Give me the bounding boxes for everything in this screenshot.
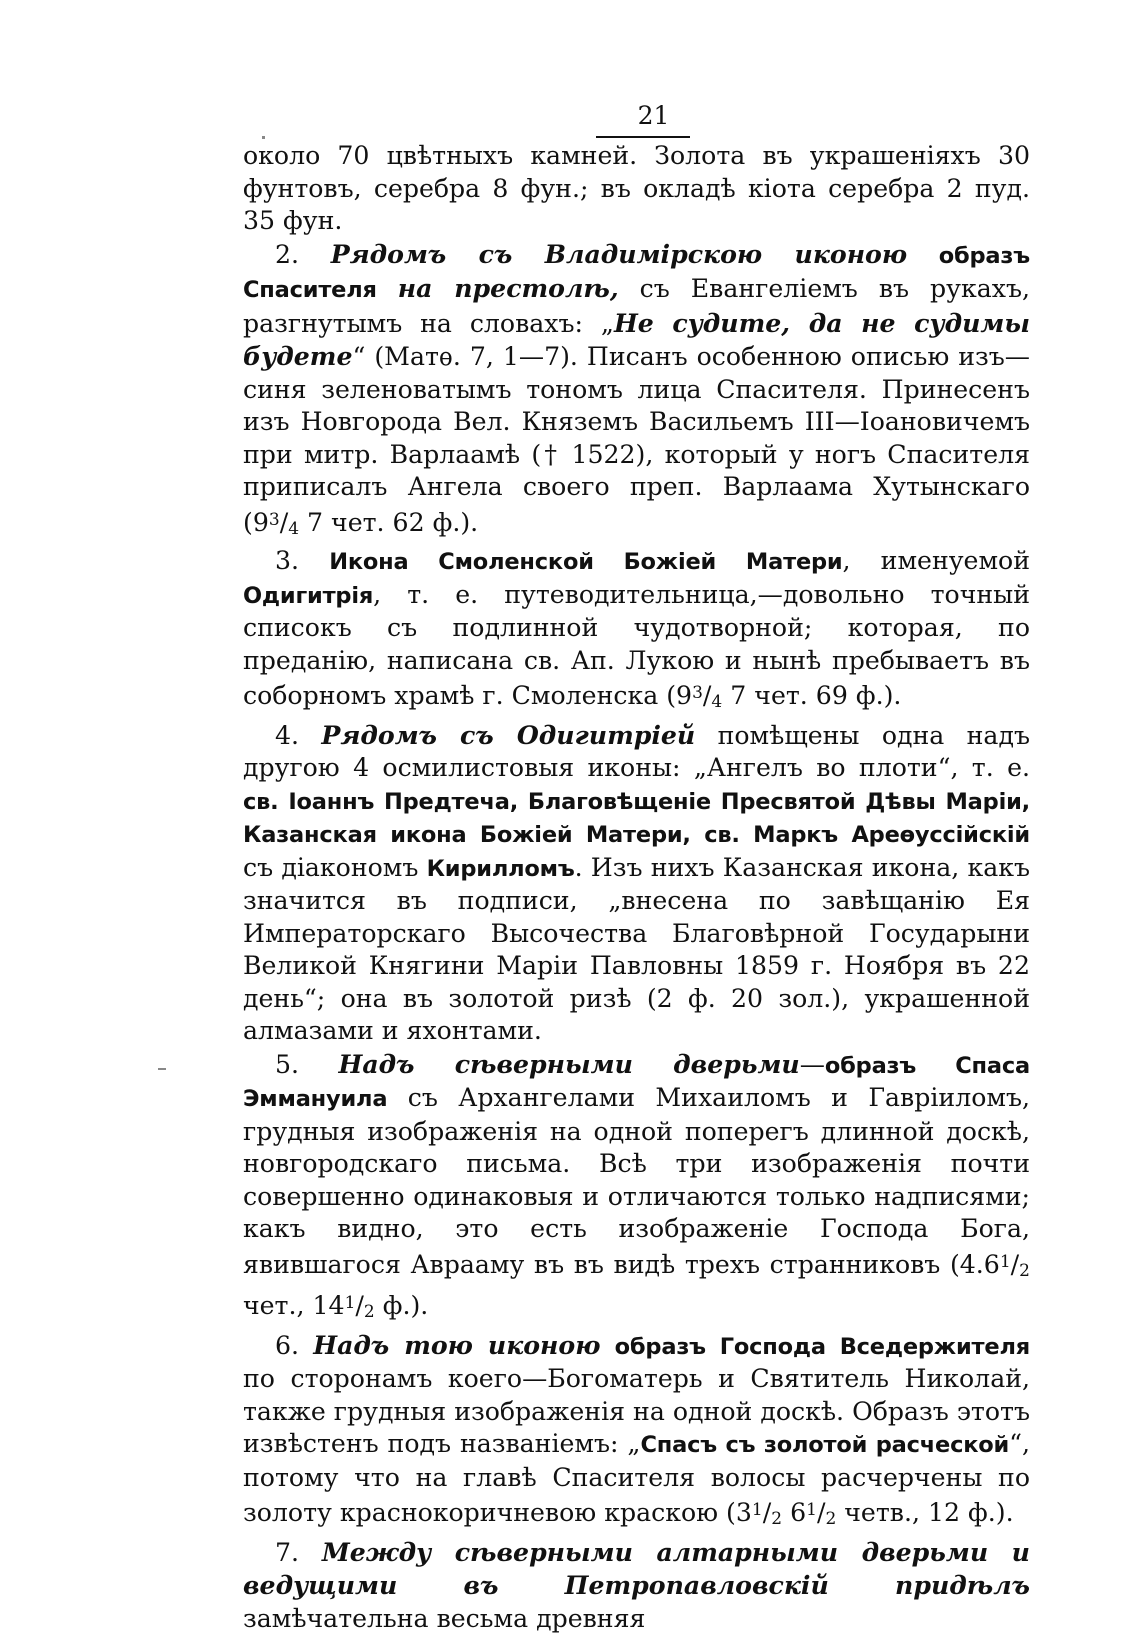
fraction-numerator: 1 <box>752 1500 763 1520</box>
text-run: четв., 12 ф.). <box>836 1498 1013 1527</box>
text-run: съ діакономъ <box>243 853 427 882</box>
italic-phrase: Надъ тою иконою <box>313 1330 600 1360</box>
paragraph-continued <box>243 140 1030 238</box>
italic-phrase: на престолѣ, <box>398 273 619 303</box>
text-run: 3. <box>275 546 329 575</box>
bold-term: св. Іоаннъ Предтеча, Благовѣщеніе Пресвятой Дѣвы Маріи, Казанская икона Божіей Матери, св. Маркъ Ареѳуссійскій <box>243 789 1030 849</box>
text-run: чет., 14 <box>243 1291 345 1320</box>
fraction-numerator: 3 <box>692 683 703 703</box>
fraction-denominator: 2 <box>364 1302 375 1322</box>
text-run: 6 <box>782 1498 806 1527</box>
italic-phrase: Рядомъ съ Одигитріей <box>321 720 695 750</box>
text-run: / <box>355 1291 364 1320</box>
page-number: 21 <box>604 100 670 132</box>
text-run: съ Архангелами Михаиломъ и Гавріиломъ, грудныя изображенія на одной поперегъ длинной доскѣ, новгородскаго письма. Всѣ три изображенія почти совершенно одинаковыя и отличаются только надписями; какъ видно, это есть изображеніе Господа Бога, явившагося Аврааму въ въ видѣ трехъ странниковъ (4.6 <box>243 1083 1030 1279</box>
fraction-denominator: 2 <box>771 1509 782 1529</box>
book-page <box>243 100 1030 1635</box>
text-run: , т. е. путеводительница,—довольно точный списокъ съ подлинной чудотворной; которая, по преданію, написана св. Ап. Лукою и нынѣ пребываетъ въ соборномъ храмѣ г. Смоленска (9 <box>243 580 1030 711</box>
text-run: . Изъ нихъ Казанская икона, какъ значится въ подписи, „внесена по завѣщанію Ея Императорскаго Высочества Благовѣрной Государыни Великой Княгини Маріи Павловны 1859 г. Ноября въ 22 день“; она въ золотой ризѣ (2 ф. 20 зол.), украшенной алмазами и яхонтами. <box>243 853 1030 1046</box>
bold-term: образъ Спасителя <box>243 243 1030 304</box>
bold-term: Спасъ съ золотой расческой <box>640 1432 1009 1458</box>
text-run: / <box>703 681 712 710</box>
text-run: около 70 цвѣтныхъ камней. Золота въ украшеніяхъ 30 фунтовъ, серебра 8 фун.; въ окладѣ кіота серебра 2 пуд. 35 фун. <box>243 141 1030 235</box>
paragraph-item-1 <box>243 238 1030 546</box>
italic-phrase: Надъ сѣверными дверьми <box>339 1049 800 1079</box>
text-run: 2. <box>275 240 331 269</box>
text-run: съ Евангеліемъ въ рукахъ, разгнутымъ на словахъ: „ <box>243 274 1030 338</box>
header-rule <box>596 136 690 138</box>
fraction-denominator: 4 <box>711 692 722 712</box>
fraction-numerator: 1 <box>1000 1252 1011 1272</box>
text-run <box>377 274 398 303</box>
page-header <box>243 100 1030 140</box>
body-text <box>243 140 1030 1635</box>
paragraph-item-5 <box>243 1329 1030 1536</box>
text-run <box>907 240 939 269</box>
bold-term: образъ Господа Вседержителя <box>615 1334 1030 1360</box>
print-speck <box>262 136 265 139</box>
text-run: 4. <box>275 721 321 750</box>
text-run: 7 чет. 62 ф.). <box>299 508 478 537</box>
text-run: ф.). <box>375 1291 429 1320</box>
paragraph-item-2 <box>243 545 1030 719</box>
text-run: 5. <box>275 1050 339 1079</box>
paragraph-item-4 <box>243 1048 1030 1329</box>
fraction-numerator: 1 <box>345 1293 356 1313</box>
text-run: 6. <box>275 1331 313 1360</box>
bold-term: Одигитрія <box>243 583 373 609</box>
text-run: — <box>800 1050 825 1079</box>
text-run <box>600 1331 614 1360</box>
text-run: 7 чет. 69 ф.). <box>722 681 901 710</box>
text-run: помѣщены одна надъ другою 4 осмилистовыя иконы: „Ангелъ во плоти“, т. е. <box>243 721 1030 783</box>
text-run: “, потому что на главѣ Спасителя волосы расчерчены по золоту краснокоричневою краскою (3 <box>243 1429 1030 1527</box>
text-run: по сторонамъ коего—Богоматерь и Святитель Николай, также грудныя изображенія на одной доскѣ. Образъ этотъ извѣстенъ подъ названіемъ: „ <box>243 1364 1030 1458</box>
italic-phrase: Между сѣверными алтарными дверьми и ведущими въ Петропавловскій придѣлъ <box>243 1537 1030 1601</box>
text-run: / <box>280 508 289 537</box>
bold-term: образъ Спаса Эммануила <box>243 1053 1030 1113</box>
paragraph-item-3 <box>243 719 1030 1048</box>
paragraph-item-6 <box>243 1536 1030 1635</box>
fraction-denominator: 2 <box>1019 1261 1030 1281</box>
fraction-numerator: 3 <box>269 510 280 530</box>
text-run: замѣчательна весьма древняя <box>243 1604 645 1633</box>
text-run: / <box>763 1498 772 1527</box>
text-run: / <box>1011 1250 1020 1279</box>
print-speck <box>158 1068 166 1070</box>
text-run: “ (Матѳ. 7, 1—7). Писанъ особенною описью изъ—синя зеленоватымъ тономъ лица Спасителя. Принесенъ изъ Новгорода Вел. Княземъ Васильемъ III—Іоановичемъ при митр. Варлаамѣ († 1522), который у ногъ Спасителя приписалъ Ангела своего преп. Варлаама Хутынскаго (9 <box>243 342 1030 537</box>
fraction-denominator: 4 <box>288 519 299 539</box>
fraction-numerator: 1 <box>806 1500 817 1520</box>
bold-term: Икона Смоленской Божіей Матери <box>329 549 842 575</box>
text-run: 7. <box>275 1538 322 1567</box>
fraction-denominator: 2 <box>825 1509 836 1529</box>
italic-phrase: Рядомъ съ Владимірскою иконою <box>331 239 907 269</box>
text-run: , именуемой <box>842 546 1030 575</box>
bold-term: Кирилломъ <box>427 856 575 882</box>
text-run: / <box>817 1498 826 1527</box>
italic-phrase: Не судите, да не судимы будете <box>243 308 1030 372</box>
